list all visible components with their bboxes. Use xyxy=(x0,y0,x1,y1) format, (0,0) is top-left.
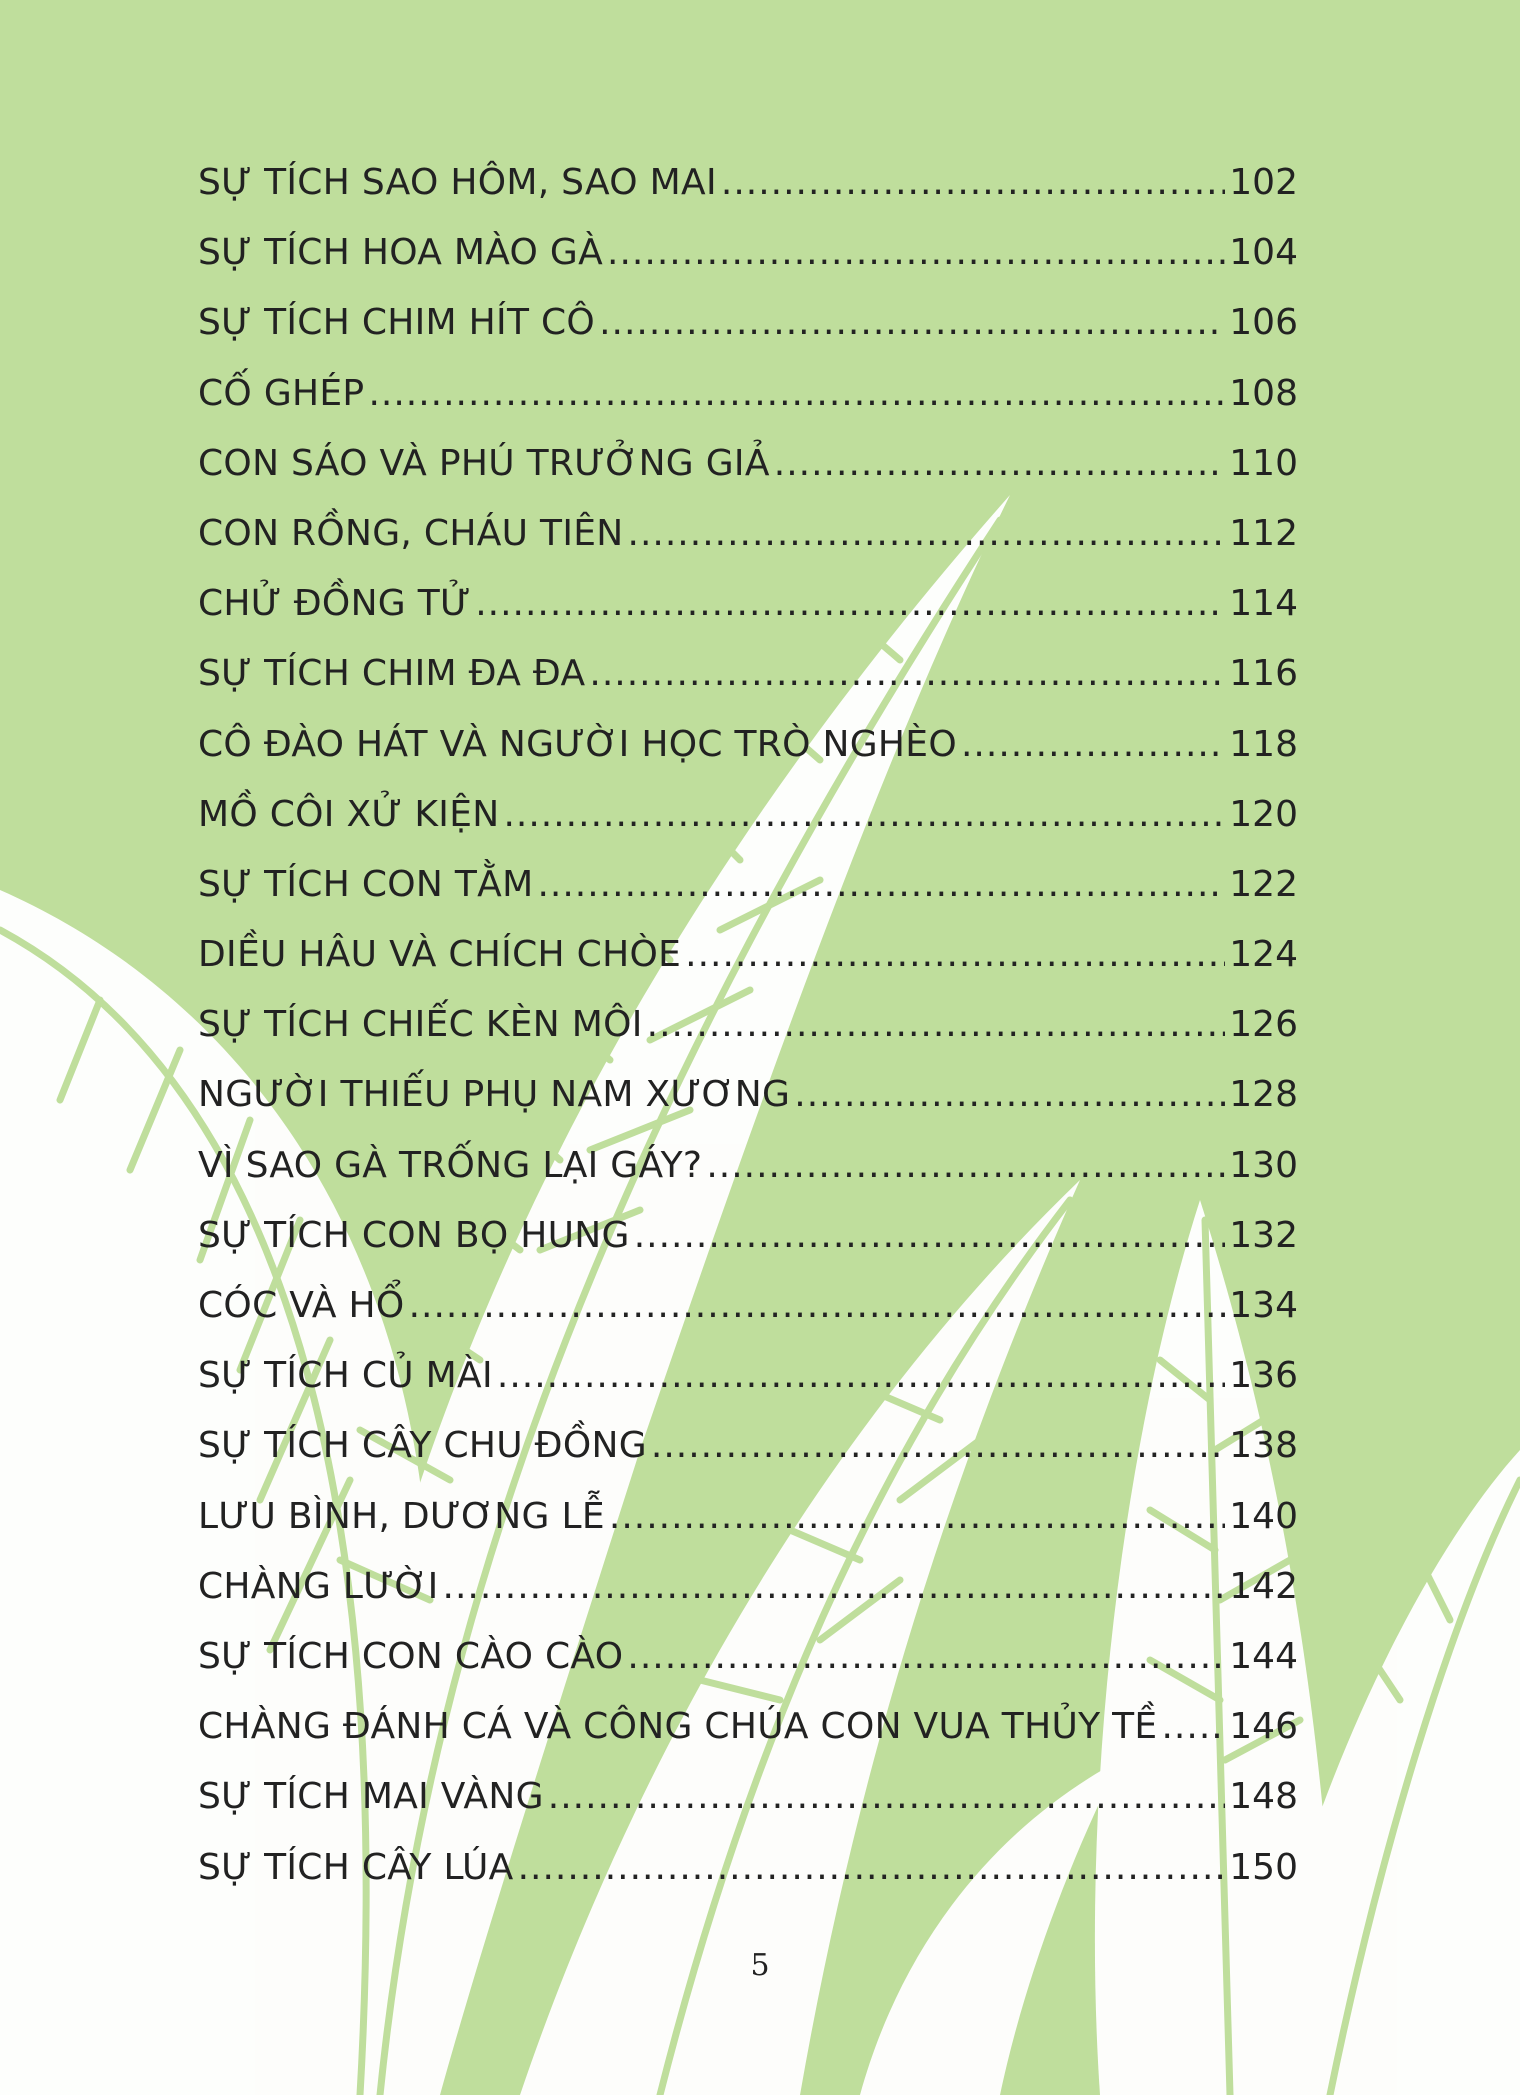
toc-entry-title: CON RỒNG, CHÁU TIÊN xyxy=(198,512,624,554)
dot-leader xyxy=(627,1636,1225,1677)
toc-entry[interactable] xyxy=(198,1355,1298,1425)
dot-leader xyxy=(651,1425,1225,1466)
toc-entry-page: 138 xyxy=(1229,1425,1298,1467)
dot-leader xyxy=(548,1776,1226,1817)
toc-entry[interactable] xyxy=(198,1847,1298,1917)
toc-entry-title: SỰ TÍCH MAI VÀNG xyxy=(198,1776,544,1818)
toc-entry-page: 124 xyxy=(1229,934,1298,976)
dot-leader xyxy=(685,934,1225,975)
toc-entry-page: 142 xyxy=(1229,1565,1298,1607)
toc-entry-page: 120 xyxy=(1229,793,1298,835)
toc-entry[interactable] xyxy=(198,934,1298,1004)
dot-leader xyxy=(647,1004,1226,1045)
table-of-contents xyxy=(198,162,1298,1917)
dot-leader xyxy=(794,1074,1225,1115)
dot-leader xyxy=(961,724,1225,765)
toc-entry-title: SỰ TÍCH CÂY CHU ĐỒNG xyxy=(198,1425,647,1467)
toc-entry[interactable] xyxy=(198,1145,1298,1215)
toc-entry-title: SỰ TÍCH CON BỌ HUNG xyxy=(198,1214,630,1256)
toc-entry[interactable] xyxy=(198,1706,1298,1776)
dot-leader xyxy=(537,864,1225,905)
toc-entry-title: CON SÁO VÀ PHÚ TRƯỞNG GIẢ xyxy=(198,442,770,484)
toc-entry-title: SỰ TÍCH CHIM HÍT CÔ xyxy=(198,302,596,344)
dot-leader xyxy=(497,1355,1225,1396)
toc-entry[interactable] xyxy=(198,232,1298,302)
toc-entry-page: 130 xyxy=(1229,1144,1298,1186)
dot-leader xyxy=(589,653,1225,694)
toc-entry-page: 146 xyxy=(1229,1706,1298,1748)
dot-leader xyxy=(599,302,1225,343)
toc-entry-title: LƯU BÌNH, DƯƠNG LỄ xyxy=(198,1495,605,1537)
toc-entry[interactable] xyxy=(198,1285,1298,1355)
toc-entry-page: 140 xyxy=(1229,1495,1298,1537)
toc-entry-title: SỰ TÍCH SAO HÔM, SAO MAI xyxy=(198,162,717,203)
toc-entry[interactable] xyxy=(198,1215,1298,1285)
toc-entry-page: 136 xyxy=(1229,1355,1298,1397)
toc-entry-title: NGƯỜI THIẾU PHỤ NAM XƯƠNG xyxy=(198,1074,791,1116)
toc-entry-page: 148 xyxy=(1229,1776,1298,1818)
toc-entry-title: CÔ ĐÀO HÁT VÀ NGƯỜI HỌC TRÒ NGHÈO xyxy=(198,723,957,765)
toc-entry[interactable] xyxy=(198,583,1298,653)
toc-entry[interactable] xyxy=(198,724,1298,794)
toc-entry[interactable] xyxy=(198,1074,1298,1144)
toc-entry-page: 106 xyxy=(1229,302,1298,344)
toc-entry-page: 110 xyxy=(1229,442,1298,484)
toc-entry-title: SỰ TÍCH HOA MÀO GÀ xyxy=(198,232,604,274)
toc-entry-page: 128 xyxy=(1229,1074,1298,1116)
toc-entry[interactable] xyxy=(198,1496,1298,1566)
toc-entry[interactable] xyxy=(198,864,1298,934)
dot-leader xyxy=(409,1285,1226,1326)
toc-entry[interactable] xyxy=(198,1425,1298,1495)
toc-entry[interactable] xyxy=(198,373,1298,443)
toc-entry[interactable] xyxy=(198,513,1298,583)
toc-entry-title: SỰ TÍCH CHIẾC KÈN MÔI xyxy=(198,1004,643,1046)
toc-entry[interactable] xyxy=(198,1776,1298,1846)
page-number: 5 xyxy=(750,1948,770,1983)
toc-entry-page: 144 xyxy=(1229,1635,1298,1677)
toc-entry[interactable] xyxy=(198,1004,1298,1074)
dot-leader xyxy=(721,162,1225,203)
toc-entry-page: 150 xyxy=(1229,1846,1298,1888)
toc-entry-title: CHÀNG LƯỜI xyxy=(198,1565,439,1607)
toc-entry-title: SỰ TÍCH CON CÀO CÀO xyxy=(198,1635,624,1677)
toc-entry-page: 118 xyxy=(1229,723,1298,765)
toc-entry-page: 108 xyxy=(1229,372,1298,414)
toc-entry-page: 122 xyxy=(1229,863,1298,905)
dot-leader xyxy=(706,1145,1225,1186)
toc-entry[interactable] xyxy=(198,1566,1298,1636)
toc-entry-title: CÓC VÀ HỔ xyxy=(198,1285,405,1326)
toc-entry-title: CỐ GHÉP xyxy=(198,372,365,414)
toc-entry[interactable] xyxy=(198,1636,1298,1706)
dot-leader xyxy=(475,583,1225,624)
toc-entry-page: 102 xyxy=(1229,162,1298,203)
dot-leader xyxy=(628,513,1226,554)
toc-entry-title: CHỬ ĐỒNG TỬ xyxy=(198,583,472,625)
dot-leader xyxy=(634,1215,1226,1256)
toc-entry-title: VÌ SAO GÀ TRỐNG LẠI GÁY? xyxy=(198,1144,703,1186)
toc-entry-page: 116 xyxy=(1229,653,1298,695)
toc-entry-page: 114 xyxy=(1229,583,1298,625)
dot-leader xyxy=(774,443,1226,484)
toc-entry-page: 126 xyxy=(1229,1004,1298,1046)
toc-entry-title: DIỀU HÂU VÀ CHÍCH CHÒE xyxy=(198,934,682,976)
toc-entry-title: SỰ TÍCH CÂY LÚA xyxy=(198,1846,514,1888)
dot-leader xyxy=(503,794,1225,835)
toc-entry-page: 132 xyxy=(1229,1214,1298,1256)
dot-leader xyxy=(443,1566,1226,1607)
toc-entry-page: 104 xyxy=(1229,232,1298,274)
toc-entry[interactable] xyxy=(198,162,1298,232)
dot-leader xyxy=(609,1496,1225,1537)
dot-leader xyxy=(518,1847,1226,1888)
toc-entry-title: CHÀNG ĐÁNH CÁ VÀ CÔNG CHÚA CON VUA THỦY TỀ xyxy=(198,1706,1158,1748)
toc-entry[interactable] xyxy=(198,794,1298,864)
toc-entry[interactable] xyxy=(198,653,1298,723)
toc-entry-page: 112 xyxy=(1229,512,1298,554)
dot-leader xyxy=(368,373,1225,414)
dot-leader xyxy=(1161,1706,1225,1747)
toc-entry-page: 134 xyxy=(1229,1285,1298,1326)
toc-entry-title: SỰ TÍCH CHIM ĐA ĐA xyxy=(198,653,586,695)
toc-entry[interactable] xyxy=(198,302,1298,372)
toc-entry-title: SỰ TÍCH CON TẰM xyxy=(198,863,534,905)
toc-entry[interactable] xyxy=(198,443,1298,513)
toc-entry-title: SỰ TÍCH CỦ MÀI xyxy=(198,1355,493,1397)
dot-leader xyxy=(607,232,1225,273)
toc-entry-title: MỒ CÔI XỬ KIỆN xyxy=(198,793,500,835)
